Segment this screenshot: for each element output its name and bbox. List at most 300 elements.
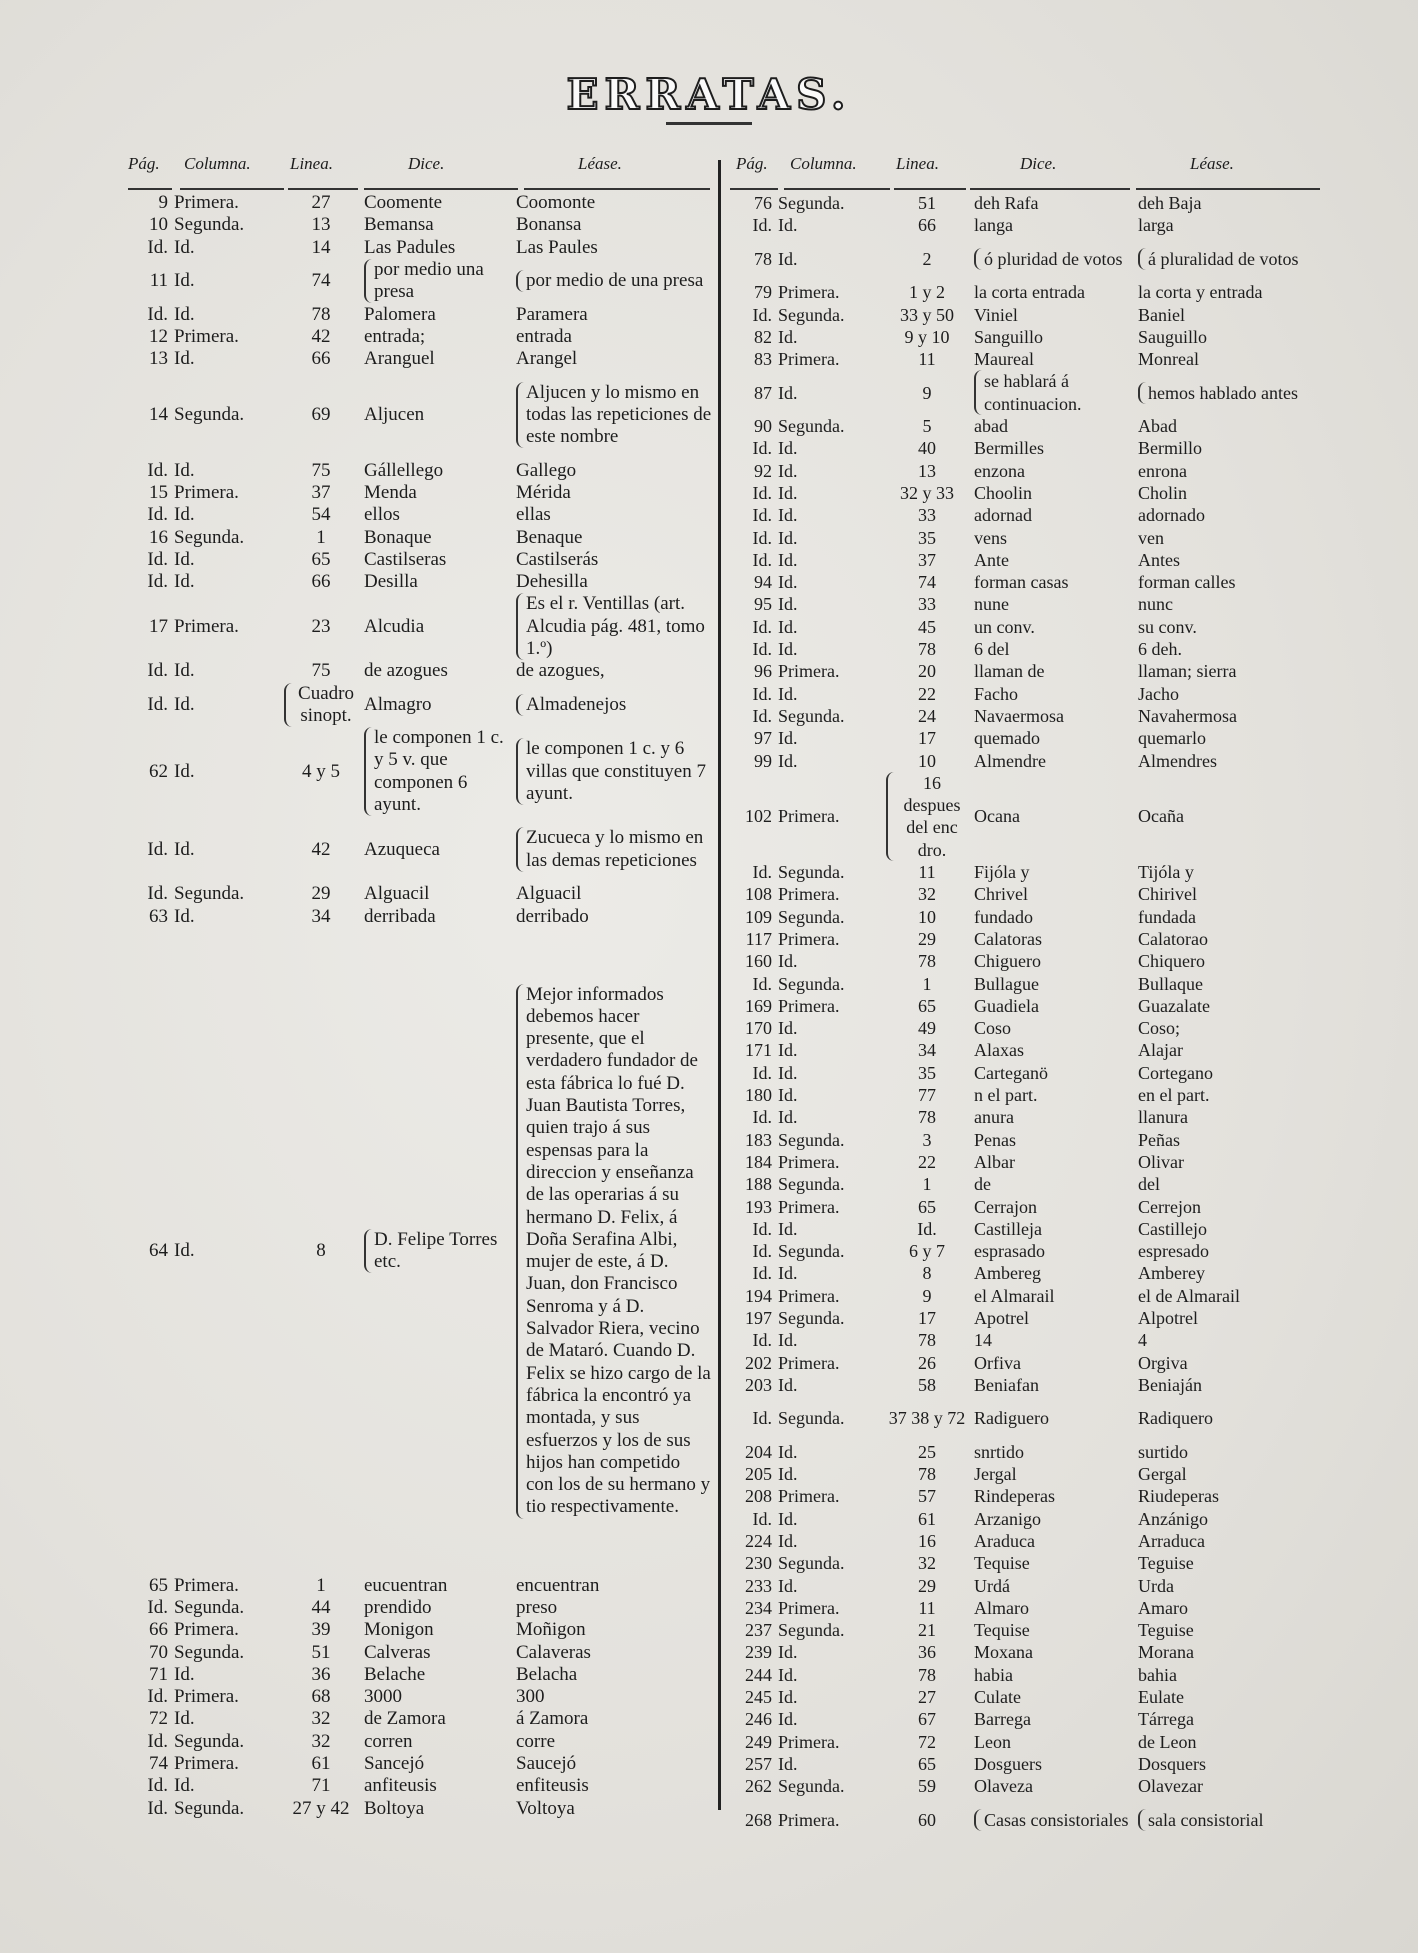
errata-row <box>730 237 1320 282</box>
lease-text: corre <box>516 1730 556 1752</box>
page-number: 76 <box>754 193 772 214</box>
header-rule <box>894 188 966 190</box>
errata-row <box>730 593 1320 615</box>
errata-row <box>730 482 1320 504</box>
errata-row <box>730 995 1320 1017</box>
column-value: Id. <box>174 1240 195 1262</box>
lease-text: Coso; <box>1138 1018 1181 1039</box>
page-number: Id. <box>147 1596 168 1618</box>
line-value: 75 <box>311 459 331 481</box>
errata-row <box>730 1062 1320 1084</box>
dice-text: Leon <box>974 1731 1011 1752</box>
column-value: Primera. <box>778 349 840 370</box>
lease-text-cell <box>516 928 712 1575</box>
line-value: 65 <box>918 995 936 1016</box>
dice-text: Sanguillo <box>974 326 1044 347</box>
line-value: 42 <box>311 838 331 860</box>
line-value: 20 <box>918 661 936 682</box>
page-number: 188 <box>745 1174 772 1195</box>
errata-row <box>730 1240 1320 1262</box>
column-value: Id. <box>778 1508 798 1529</box>
page-number: 194 <box>745 1285 772 1306</box>
errata-row <box>730 415 1320 437</box>
dice-text: forman casas <box>974 572 1069 593</box>
page-number: 249 <box>745 1731 772 1752</box>
line-value: 58 <box>918 1374 936 1395</box>
right-header <box>730 148 1320 192</box>
column-value: Id. <box>778 572 798 593</box>
errata-row <box>730 1262 1320 1284</box>
dice-text: 14 <box>974 1330 992 1351</box>
errata-row <box>128 370 712 459</box>
lease-text: Chiquero <box>1138 951 1205 972</box>
dice-text: Calatoras <box>974 928 1042 949</box>
column-value: Primera. <box>778 1285 840 1306</box>
lease-text: Coomonte <box>516 192 596 214</box>
lease-text: Cholin <box>1138 483 1188 503</box>
dice-text: anfiteusis <box>364 1775 437 1797</box>
column-value: Id. <box>778 1263 798 1284</box>
column-value: Id. <box>174 1708 195 1730</box>
page-number: Id. <box>147 1797 168 1819</box>
line-value: 40 <box>918 438 936 459</box>
page-number: 171 <box>745 1040 772 1061</box>
page-number: Id. <box>752 304 772 325</box>
dice-text: Boltoya <box>364 1797 425 1819</box>
line-value: 75 <box>311 660 331 682</box>
header-rule <box>288 188 358 190</box>
errata-row <box>730 1017 1320 1039</box>
column-value: Segunda. <box>174 883 245 905</box>
header-linea: Linea. <box>290 154 333 173</box>
errata-row <box>128 214 712 236</box>
errata-row <box>730 1552 1320 1574</box>
line-value: 44 <box>311 1596 331 1618</box>
dice-text: Fijóla y <box>974 862 1030 883</box>
errata-row <box>128 1708 712 1730</box>
page-number: Id. <box>752 862 772 883</box>
page-number: 268 <box>745 1809 772 1830</box>
errata-row <box>730 1084 1320 1106</box>
column-value: Id. <box>778 1218 798 1239</box>
page-number: 11 <box>149 270 168 292</box>
dice-text: Aranguel <box>364 348 435 370</box>
lease-text: Tárrega <box>1138 1709 1194 1730</box>
header-rule <box>364 188 518 190</box>
column-value: Id. <box>174 693 195 715</box>
line-value: 71 <box>311 1775 331 1797</box>
page-number: 63 <box>149 905 168 927</box>
line-value: 57 <box>918 1486 936 1507</box>
dice-text: Bonaque <box>364 526 432 548</box>
line-value: 59 <box>918 1776 936 1797</box>
page-number: 117 <box>745 928 772 949</box>
page-number: 237 <box>745 1620 772 1641</box>
column-value: Id. <box>174 303 195 325</box>
column-value: Id. <box>778 750 798 771</box>
dice-text: Guadiela <box>974 995 1039 1016</box>
errata-row <box>730 1218 1320 1240</box>
line-value: 17 <box>918 728 936 749</box>
page-number: Id. <box>147 459 168 481</box>
errata-row <box>730 683 1320 705</box>
lease-text: Benaque <box>516 526 583 548</box>
page-number: 10 <box>149 214 168 236</box>
errata-row <box>128 928 712 1575</box>
errata-row <box>128 593 712 660</box>
column-value: Id. <box>778 1664 798 1685</box>
dice-text: se hablará á continuacion. <box>974 370 1138 415</box>
column-value: Primera. <box>778 1486 840 1507</box>
lease-text: Antes <box>1138 549 1180 570</box>
page-number: 239 <box>745 1642 772 1663</box>
column-value: Id. <box>778 683 798 704</box>
page-number: 180 <box>745 1085 772 1106</box>
page-number: 13 <box>149 348 168 370</box>
dice-text: esprasado <box>974 1241 1045 1262</box>
line-value: 25 <box>918 1441 936 1462</box>
dice-text: Sancejó <box>364 1753 425 1774</box>
column-value: Segunda. <box>778 1129 845 1150</box>
errata-row <box>730 1173 1320 1195</box>
column-value: Id. <box>778 639 798 660</box>
page-number: Id. <box>147 303 168 325</box>
errata-row <box>730 1753 1320 1775</box>
line-value: 29 <box>311 883 331 905</box>
column-value: Primera. <box>174 1753 239 1774</box>
column-value: Primera. <box>778 1809 840 1830</box>
lease-text: Es el r. Ventillas (art. Alcudia pág. 481, tomo 1.º) <box>516 593 712 660</box>
column-value: Primera. <box>778 928 840 949</box>
line-value: 3 <box>922 1129 932 1150</box>
lease-text: Beniaján <box>1138 1374 1202 1395</box>
line-value: 78 <box>918 1330 936 1351</box>
lease-text: encuentran <box>516 1574 600 1596</box>
dice-text: 6 del <box>974 639 1010 660</box>
lease-text: por medio de una presa <box>516 270 703 292</box>
column-value: Segunda. <box>174 214 245 236</box>
dice-text: el Almarail <box>974 1285 1055 1306</box>
lease-text: Gallego <box>516 459 577 481</box>
errata-row <box>128 460 712 482</box>
dice-text: Viniel <box>974 304 1018 325</box>
dice-text: Coso <box>974 1018 1012 1039</box>
errata-row <box>128 326 712 348</box>
line-value-cell <box>886 772 968 861</box>
page-number: 74 <box>149 1753 168 1774</box>
column-value: Primera. <box>778 661 840 682</box>
dice-text: adornad <box>974 505 1032 526</box>
dice-text: Dosguers <box>974 1753 1042 1774</box>
dice-text: ó pluridad de votos <box>974 248 1122 270</box>
right-errata-column <box>730 148 1320 1842</box>
header-columna: Columna. <box>184 154 251 173</box>
dice-text: Almagro <box>364 693 432 715</box>
line-value: 77 <box>918 1085 936 1106</box>
line-value: Cuadro sinopt. <box>284 683 358 728</box>
column-value: Id. <box>174 905 195 927</box>
lease-text: Baniel <box>1138 304 1185 325</box>
page-number: Id. <box>147 548 168 570</box>
errata-row <box>730 437 1320 459</box>
column-value: Primera. <box>778 1151 840 1172</box>
line-value: 22 <box>918 683 936 704</box>
errata-row <box>730 549 1320 571</box>
header-rule <box>128 188 172 190</box>
errata-row <box>128 348 712 370</box>
page-number: 224 <box>745 1530 772 1551</box>
dice-text: Tequise <box>974 1620 1030 1641</box>
lease-text: preso <box>516 1596 558 1618</box>
line-value: 11 <box>918 862 936 883</box>
dice-text: Alcudia <box>364 615 425 637</box>
line-value: 68 <box>311 1686 331 1708</box>
column-value: Segunda. <box>174 1730 245 1752</box>
line-value: 32 <box>311 1730 331 1752</box>
column-value: Id. <box>174 504 195 526</box>
lease-text: del <box>1138 1174 1160 1195</box>
dice-text: Ante <box>974 549 1009 570</box>
column-value: Id. <box>174 760 195 782</box>
lease-text: Castilserás <box>516 548 599 570</box>
lease-text: Cortegano <box>1138 1062 1213 1083</box>
column-value: Segunda. <box>778 416 845 437</box>
errata-row <box>730 1485 1320 1507</box>
column-value: Id. <box>778 382 798 403</box>
errata-row <box>730 192 1320 214</box>
dice-text: Bemansa <box>364 214 434 236</box>
errata-row <box>730 1508 1320 1530</box>
column-value: Id. <box>778 1441 798 1462</box>
lease-text-cell <box>516 259 712 304</box>
column-divider <box>718 160 721 1810</box>
column-value: Primera. <box>778 1196 840 1217</box>
lease-text: Eulate <box>1138 1687 1184 1708</box>
line-value: 1 <box>922 973 932 994</box>
page-number: Id. <box>147 883 168 905</box>
line-value: 37 <box>311 482 331 503</box>
line-value: 1 <box>316 1574 326 1596</box>
header-pag: Pág. <box>128 154 160 173</box>
line-value: 78 <box>918 1664 936 1685</box>
lease-text: llaman; sierra <box>1138 661 1237 682</box>
header-lease: Léase. <box>1190 154 1234 173</box>
page-number: 78 <box>754 248 772 269</box>
line-value: 36 <box>918 1642 936 1663</box>
dice-text: Navaermosa <box>974 705 1064 726</box>
column-value: Id. <box>778 951 798 972</box>
page-number: 83 <box>754 349 772 370</box>
dice-text: ellos <box>364 504 400 526</box>
column-value: Id. <box>778 215 798 236</box>
dice-text-cell <box>968 1797 1138 1842</box>
lease-text: Saucejó <box>516 1753 577 1774</box>
errata-row <box>128 1686 712 1708</box>
lease-text: adornado <box>1138 505 1205 526</box>
dice-text: Chrivel <box>974 884 1028 905</box>
errata-row <box>730 281 1320 303</box>
errata-row <box>730 303 1320 325</box>
line-value: 54 <box>311 504 331 526</box>
errata-row <box>128 504 712 526</box>
dice-text: enzona <box>974 460 1025 481</box>
lease-text: su conv. <box>1138 616 1197 637</box>
dice-text: Barrega <box>974 1709 1031 1730</box>
lease-text: 6 deh. <box>1138 639 1182 660</box>
errata-row <box>730 1151 1320 1173</box>
page-number: Id. <box>752 1241 772 1262</box>
column-value: Id. <box>778 549 798 570</box>
page-number: Id. <box>147 236 168 258</box>
dice-text: quemado <box>974 728 1040 749</box>
line-value: 9 y 10 <box>904 326 950 347</box>
line-value: 65 <box>311 548 331 570</box>
line-value: 69 <box>311 403 331 425</box>
lease-text: Anzánigo <box>1138 1508 1208 1529</box>
page-number: 204 <box>745 1441 772 1462</box>
page-number: 95 <box>754 594 772 615</box>
line-value: 8 <box>922 1263 932 1284</box>
dice-text: Monigon <box>364 1619 434 1641</box>
dice-text-cell <box>358 928 516 1575</box>
lease-text: Paramera <box>516 303 588 325</box>
errata-row <box>128 571 712 593</box>
page-number: Id. <box>752 438 772 459</box>
page-number: Id. <box>752 616 772 637</box>
errata-row <box>730 616 1320 638</box>
errata-row <box>730 1128 1320 1150</box>
line-value: 51 <box>311 1641 331 1663</box>
dice-text: Calveras <box>364 1641 431 1663</box>
errata-row <box>128 482 712 504</box>
errata-row <box>128 1597 712 1619</box>
page-number: 79 <box>754 282 772 303</box>
column-value: Primera. <box>174 1686 239 1708</box>
lease-text: Las Paules <box>516 236 598 258</box>
dice-text: Cerrajon <box>974 1196 1037 1217</box>
page-number: 109 <box>745 906 772 927</box>
column-value: Primera. <box>778 995 840 1016</box>
lease-text: Almadenejos <box>516 694 626 716</box>
dice-text: corren <box>364 1730 413 1752</box>
page-number: 246 <box>745 1709 772 1730</box>
errata-row <box>730 1597 1320 1619</box>
page-number: 94 <box>754 572 772 593</box>
column-value: Primera. <box>174 325 239 347</box>
lease-text: Tijóla y <box>1138 862 1194 883</box>
errata-row <box>128 906 712 928</box>
lease-text: á Zamora <box>516 1708 589 1730</box>
line-value: 11 <box>918 1597 936 1618</box>
dice-text: 3000 <box>364 1686 402 1708</box>
header-rule <box>784 188 890 190</box>
page-number: 197 <box>745 1307 772 1328</box>
lease-text: Moñigon <box>516 1619 586 1641</box>
right-errata-table <box>730 192 1320 1842</box>
lease-text: Teguise <box>1138 1620 1194 1641</box>
lease-text: Navahermosa <box>1138 705 1237 726</box>
line-value-cell <box>284 683 358 728</box>
title-rule <box>666 122 752 125</box>
errata-row <box>128 549 712 571</box>
lease-text: Almendres <box>1138 750 1217 771</box>
dice-text: Ocana <box>974 806 1020 827</box>
dice-text: Almendre <box>974 750 1046 771</box>
column-value: Segunda. <box>778 1307 845 1328</box>
dice-text: la corta entrada <box>974 282 1085 303</box>
page-number: 262 <box>745 1776 772 1797</box>
page-number: 160 <box>745 951 772 972</box>
lease-text: Bullaque <box>1138 973 1203 994</box>
lease-text: Morana <box>1138 1642 1194 1663</box>
lease-text: fundada <box>1138 906 1196 927</box>
column-value: Segunda. <box>174 1641 245 1663</box>
line-value: 13 <box>311 214 331 236</box>
errata-row <box>730 1307 1320 1329</box>
page-number: 97 <box>754 728 772 749</box>
errata-row <box>730 1686 1320 1708</box>
page-number: Id. <box>147 1686 168 1708</box>
line-value: 4 y 5 <box>302 760 340 782</box>
line-value: 29 <box>918 1575 936 1596</box>
page-number: 203 <box>745 1374 772 1395</box>
line-value: 67 <box>918 1709 936 1730</box>
column-value: Segunda. <box>778 1174 845 1195</box>
dice-text: Culate <box>974 1687 1021 1708</box>
header-rule <box>524 188 710 190</box>
line-value: 17 <box>918 1307 936 1328</box>
lease-text: el de Almarail <box>1138 1285 1240 1306</box>
line-value: 42 <box>311 325 331 347</box>
errata-row <box>730 1730 1320 1752</box>
page-number: 82 <box>754 326 772 347</box>
column-value: Id. <box>174 660 195 682</box>
line-value: 39 <box>311 1619 331 1641</box>
errata-row <box>730 326 1320 348</box>
dice-text: Ambereg <box>974 1263 1041 1284</box>
column-value: Primera. <box>174 482 239 503</box>
lease-text: Calatorao <box>1138 928 1208 949</box>
errata-row <box>730 928 1320 950</box>
line-value: 49 <box>918 1018 936 1039</box>
errata-row <box>730 1285 1320 1307</box>
column-value: Id. <box>778 1575 798 1596</box>
column-value: Id. <box>174 1775 195 1797</box>
right-errata-rows <box>730 192 1320 1842</box>
lease-text: Urda <box>1138 1575 1174 1596</box>
column-value: Segunda. <box>174 1596 245 1618</box>
lease-text: Aljucen y lo mismo en todas las repeticiones de este nombre <box>516 382 712 449</box>
line-value: 10 <box>918 750 936 771</box>
column-value: Id. <box>778 1018 798 1039</box>
dice-text: Alaxas <box>974 1040 1024 1061</box>
page-number: Id. <box>752 1408 772 1429</box>
errata-row <box>128 1753 712 1775</box>
errata-row <box>730 1797 1320 1842</box>
column-value: Segunda. <box>778 304 845 325</box>
column-value: Id. <box>778 1687 798 1708</box>
errata-row <box>730 1039 1320 1061</box>
dice-text: D. Felipe Torres etc. <box>364 1229 516 1274</box>
errata-row <box>128 1619 712 1641</box>
line-value: 72 <box>918 1731 936 1752</box>
left-errata-table <box>128 192 712 1820</box>
page-number: Id. <box>147 1730 168 1752</box>
page-number: 90 <box>754 416 772 437</box>
page-number: 99 <box>754 750 772 771</box>
lease-text: Teguise <box>1138 1553 1194 1574</box>
line-value: 66 <box>311 348 331 370</box>
